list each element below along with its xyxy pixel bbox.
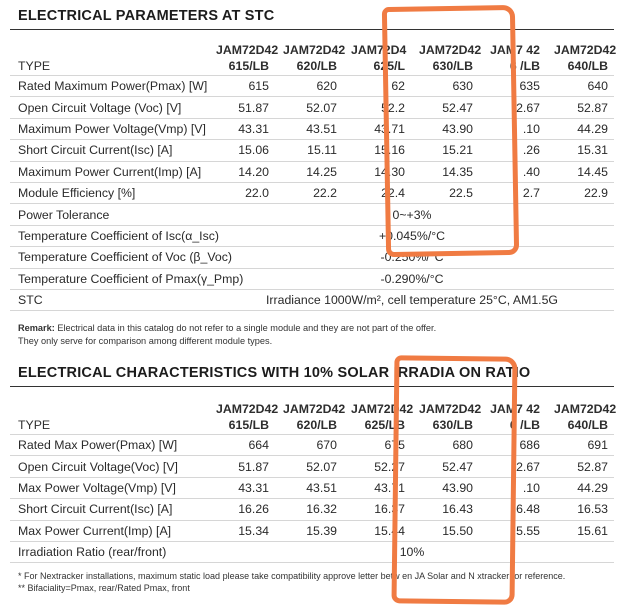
- row-label: Open Circuit Voltage (Voc) [V]: [10, 97, 208, 118]
- bifacial-header-row: [10, 401, 614, 435]
- row-label: Temperature Coefficient of Isc(α_Isc): [10, 225, 208, 246]
- cell-value: 2.7: [479, 182, 546, 203]
- bifacial-model-header: JAM72D42 630/LB: [411, 401, 479, 435]
- cell-value: .40: [479, 161, 546, 182]
- row-label: STC: [10, 289, 208, 310]
- cell-value: 635: [479, 76, 546, 97]
- row-label: Power Tolerance: [10, 204, 208, 225]
- cell-value: 43.90: [411, 477, 479, 498]
- cell-value: 43.90: [411, 118, 479, 139]
- table-row: [10, 477, 614, 498]
- bifacial-model-header: JAM72D42 615/LB: [208, 401, 275, 435]
- cell-value: 15.44: [343, 520, 411, 541]
- remark-text-2: They only serve for comparison among different module types.: [18, 336, 273, 346]
- stc-type-header: TYPE: [10, 42, 208, 76]
- span-value: -0.290%/°C: [208, 268, 614, 289]
- cell-value: 5.55: [479, 520, 546, 541]
- cell-value: 691: [546, 435, 614, 456]
- cell-value: 22.2: [275, 182, 343, 203]
- cell-value: 52.87: [546, 97, 614, 118]
- stc-model-header: JAM72D42 640/LB: [546, 42, 614, 76]
- table-row: [10, 225, 614, 246]
- cell-value: 43.71: [343, 118, 411, 139]
- stc-model-header: JAM72D42 620/LB: [275, 42, 343, 76]
- table-row: [10, 140, 614, 161]
- cell-value: 620: [275, 76, 343, 97]
- cell-value: 51.87: [208, 97, 275, 118]
- stc-title-rule: [10, 29, 614, 30]
- cell-value: 44.29: [546, 477, 614, 498]
- cell-value: 615: [208, 76, 275, 97]
- cell-value: 43.31: [208, 118, 275, 139]
- table-row: [10, 268, 614, 289]
- stc-section-title: ELECTRICAL PARAMETERS AT STC: [18, 8, 275, 24]
- footnote-nextracker: * For Nextracker installations, maximum static load please take compatibility approve letter betw en JA Solar and N xtracker for reference.: [18, 571, 566, 581]
- cell-value: 62: [343, 76, 411, 97]
- stc-header-row: [10, 42, 614, 76]
- table-row: [10, 161, 614, 182]
- cell-value: 52.07: [275, 456, 343, 477]
- cell-value: 15.21: [411, 140, 479, 161]
- cell-value: .10: [479, 477, 546, 498]
- table-row: [10, 247, 614, 268]
- cell-value: 43.71: [343, 477, 411, 498]
- remark-text: Electrical data in this catalog do not refer to a single module and they are not part of the offer.: [57, 323, 437, 333]
- remark-label: Remark:: [18, 323, 55, 333]
- cell-value: 15.11: [275, 140, 343, 161]
- row-label: Maximum Power Current(Imp) [A]: [10, 161, 208, 182]
- span-value: 10%: [208, 541, 614, 562]
- table-row: [10, 520, 614, 541]
- cell-value: 15.31: [546, 140, 614, 161]
- cell-value: 43.51: [275, 118, 343, 139]
- table-row: [10, 541, 614, 562]
- row-label: Short Circuit Current(Isc) [A]: [10, 140, 208, 161]
- cell-value: 680: [411, 435, 479, 456]
- cell-value: 43.51: [275, 477, 343, 498]
- cell-value: 640: [546, 76, 614, 97]
- remark-note: [18, 322, 618, 348]
- bifacial-type-header: TYPE: [10, 401, 208, 435]
- bifacial-characteristics-table: [10, 401, 617, 563]
- table-row: [10, 499, 614, 520]
- stc-parameters-table: [10, 42, 617, 311]
- table-row: [10, 182, 614, 203]
- cell-value: 15.50: [411, 520, 479, 541]
- cell-value: 22.9: [546, 182, 614, 203]
- row-label: Short Circuit Current(Isc) [A]: [10, 499, 208, 520]
- cell-value: 670: [275, 435, 343, 456]
- cell-value: 675: [343, 435, 411, 456]
- row-label: Open Circuit Voltage(Voc) [V]: [10, 456, 208, 477]
- row-label: Max Power Current(Imp) [A]: [10, 520, 208, 541]
- bifacial-model-header: JAM72D42 640/LB: [546, 401, 614, 435]
- cell-value: 630: [411, 76, 479, 97]
- cell-value: 15.34: [208, 520, 275, 541]
- cell-value: 15.06: [208, 140, 275, 161]
- cell-value: 686: [479, 435, 546, 456]
- cell-value: 14.30: [343, 161, 411, 182]
- bifacial-model-header: JAM72D42 625/LB: [343, 401, 411, 435]
- span-value: Irradiance 1000W/m², cell temperature 25°C, AM1.5G: [208, 289, 614, 310]
- row-label: Max Power Voltage(Vmp) [V]: [10, 477, 208, 498]
- cell-value: 44.29: [546, 118, 614, 139]
- cell-value: 22.5: [411, 182, 479, 203]
- cell-value: 14.45: [546, 161, 614, 182]
- cell-value: 2.67: [479, 456, 546, 477]
- cell-value: 51.87: [208, 456, 275, 477]
- cell-value: 52.2: [343, 97, 411, 118]
- cell-value: 2.67: [479, 97, 546, 118]
- cell-value: 15.16: [343, 140, 411, 161]
- stc-model-header: JAM72D42 630/LB: [411, 42, 479, 76]
- cell-value: 52.27: [343, 456, 411, 477]
- span-value: -0.250%/°C: [208, 247, 614, 268]
- footnotes: [18, 570, 618, 594]
- cell-value: 664: [208, 435, 275, 456]
- table-row: [10, 435, 614, 456]
- row-label: Irradiation Ratio (rear/front): [10, 541, 208, 562]
- cell-value: 52.47: [411, 97, 479, 118]
- row-label: Temperature Coefficient of Voc (β_Voc): [10, 247, 208, 268]
- cell-value: 52.07: [275, 97, 343, 118]
- cell-value: 52.87: [546, 456, 614, 477]
- cell-value: 16.32: [275, 499, 343, 520]
- row-label: Maximum Power Voltage(Vmp) [V]: [10, 118, 208, 139]
- span-value: 0~+3%: [208, 204, 614, 225]
- cell-value: .26: [479, 140, 546, 161]
- stc-model-header: JAM7 42 6 /LB: [479, 42, 546, 76]
- footnote-bifaciality: ** Bifaciality=Pmax, rear/Rated Pmax, front: [18, 583, 190, 593]
- stc-model-header: JAM72D4 625/L: [343, 42, 411, 76]
- table-row: [10, 289, 614, 310]
- cell-value: 52.47: [411, 456, 479, 477]
- cell-value: 16.26: [208, 499, 275, 520]
- bifacial-section-title: ELECTRICAL CHARACTERISTICS WITH 10% SOLAR IRRADIA ON RATIO: [18, 365, 531, 381]
- table-row: [10, 118, 614, 139]
- cell-value: 6.48: [479, 499, 546, 520]
- bifacial-model-header: JAM7 42 6 /LB: [479, 401, 546, 435]
- cell-value: 43.31: [208, 477, 275, 498]
- bifacial-model-header: JAM72D42 620/LB: [275, 401, 343, 435]
- cell-value: 16.53: [546, 499, 614, 520]
- cell-value: .10: [479, 118, 546, 139]
- cell-value: 15.39: [275, 520, 343, 541]
- cell-value: 15.61: [546, 520, 614, 541]
- table-row: [10, 97, 614, 118]
- cell-value: 22.0: [208, 182, 275, 203]
- span-value: +0.045%/°C: [208, 225, 614, 246]
- row-label: Temperature Coefficient of Pmax(γ_Pmp): [10, 268, 208, 289]
- row-label: Rated Max Power(Pmax) [W]: [10, 435, 208, 456]
- cell-value: 16.37: [343, 499, 411, 520]
- table-row: [10, 204, 614, 225]
- cell-value: 14.25: [275, 161, 343, 182]
- row-label: Rated Maximum Power(Pmax) [W]: [10, 76, 208, 97]
- bifacial-title-rule: [10, 386, 614, 387]
- cell-value: 14.20: [208, 161, 275, 182]
- table-row: [10, 456, 614, 477]
- cell-value: 16.43: [411, 499, 479, 520]
- row-label: Module Efficiency [%]: [10, 182, 208, 203]
- cell-value: 22.4: [343, 182, 411, 203]
- table-row: [10, 76, 614, 97]
- stc-model-header: JAM72D42 615/LB: [208, 42, 275, 76]
- cell-value: 14.35: [411, 161, 479, 182]
